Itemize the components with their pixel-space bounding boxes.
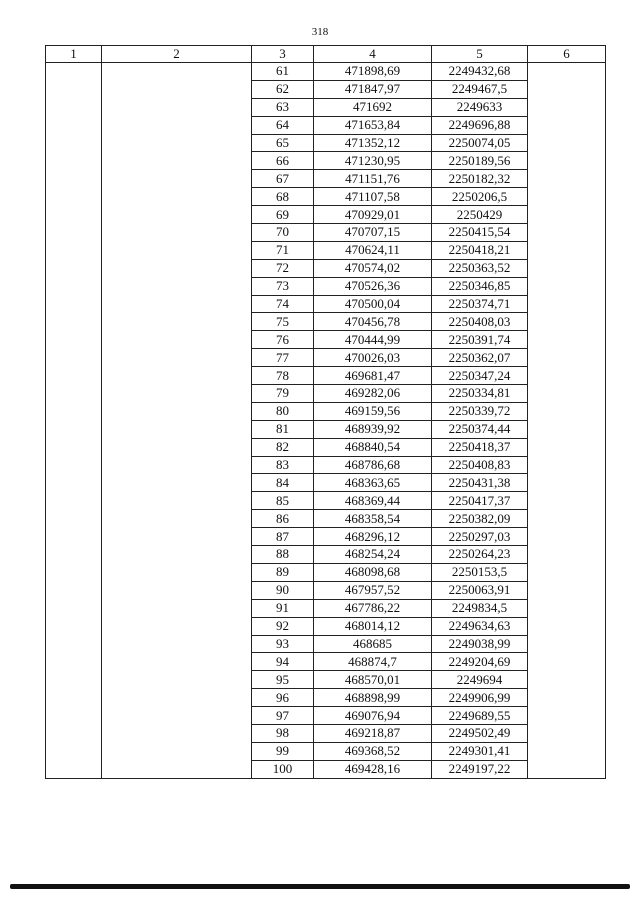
table-row (46, 742, 606, 760)
x-coordinate-cell: 468254,24 (314, 546, 432, 564)
empty-cell (528, 563, 606, 581)
x-coordinate-cell: 469368,52 (314, 742, 432, 760)
empty-cell (528, 742, 606, 760)
empty-cell (528, 492, 606, 510)
y-coordinate-cell: 2250153,5 (432, 563, 528, 581)
y-coordinate-cell: 2249432,68 (432, 63, 528, 81)
table-row (46, 385, 606, 403)
table-row (46, 349, 606, 367)
empty-cell (102, 188, 252, 206)
empty-cell (528, 188, 606, 206)
empty-cell (46, 724, 102, 742)
x-coordinate-cell: 468874,7 (314, 653, 432, 671)
y-coordinate-cell: 2250347,24 (432, 367, 528, 385)
y-coordinate-cell: 2250206,5 (432, 188, 528, 206)
point-number-cell: 96 (252, 689, 314, 707)
table-row (46, 80, 606, 98)
y-coordinate-cell: 2250182,32 (432, 170, 528, 188)
point-number-cell: 77 (252, 349, 314, 367)
table-row (46, 635, 606, 653)
y-coordinate-cell: 2249696,88 (432, 116, 528, 134)
empty-cell (46, 528, 102, 546)
x-coordinate-cell: 471230,95 (314, 152, 432, 170)
y-coordinate-cell: 2250408,83 (432, 456, 528, 474)
empty-cell (102, 152, 252, 170)
x-coordinate-cell: 468939,92 (314, 420, 432, 438)
empty-cell (46, 385, 102, 403)
x-coordinate-cell: 471692 (314, 98, 432, 116)
table-row (46, 724, 606, 742)
point-number-cell: 71 (252, 241, 314, 259)
empty-cell (102, 510, 252, 528)
empty-cell (528, 760, 606, 778)
x-coordinate-cell: 470026,03 (314, 349, 432, 367)
x-coordinate-cell: 470707,15 (314, 224, 432, 242)
point-number-cell: 97 (252, 707, 314, 725)
point-number-cell: 87 (252, 528, 314, 546)
empty-cell (46, 510, 102, 528)
table-row (46, 474, 606, 492)
header-cell: 4 (314, 46, 432, 63)
empty-cell (528, 689, 606, 707)
point-number-cell: 80 (252, 402, 314, 420)
empty-cell (528, 671, 606, 689)
point-number-cell: 79 (252, 385, 314, 403)
empty-cell (102, 742, 252, 760)
empty-cell (102, 402, 252, 420)
y-coordinate-cell: 2249038,99 (432, 635, 528, 653)
empty-cell (46, 277, 102, 295)
y-coordinate-cell: 2250339,72 (432, 402, 528, 420)
empty-cell (46, 331, 102, 349)
table-row (46, 689, 606, 707)
empty-cell (46, 617, 102, 635)
empty-cell (528, 420, 606, 438)
header-cell: 1 (46, 46, 102, 63)
header-cell: 3 (252, 46, 314, 63)
x-coordinate-cell: 470526,36 (314, 277, 432, 295)
point-number-cell: 89 (252, 563, 314, 581)
empty-cell (102, 259, 252, 277)
x-coordinate-cell: 471898,69 (314, 63, 432, 81)
empty-cell (528, 581, 606, 599)
y-coordinate-cell: 2250431,38 (432, 474, 528, 492)
table-row (46, 206, 606, 224)
empty-cell (102, 528, 252, 546)
empty-cell (46, 420, 102, 438)
point-number-cell: 92 (252, 617, 314, 635)
y-coordinate-cell: 2250415,54 (432, 224, 528, 242)
y-coordinate-cell: 2249301,41 (432, 742, 528, 760)
point-number-cell: 81 (252, 420, 314, 438)
y-coordinate-cell: 2250374,71 (432, 295, 528, 313)
empty-cell (102, 653, 252, 671)
empty-cell (528, 599, 606, 617)
x-coordinate-cell: 469681,47 (314, 367, 432, 385)
y-coordinate-cell: 2250264,23 (432, 546, 528, 564)
empty-cell (528, 224, 606, 242)
page-number: 318 (311, 26, 329, 38)
table-row (46, 760, 606, 778)
point-number-cell: 68 (252, 188, 314, 206)
empty-cell (102, 635, 252, 653)
empty-cell (102, 420, 252, 438)
x-coordinate-cell: 469428,16 (314, 760, 432, 778)
y-coordinate-cell: 2250074,05 (432, 134, 528, 152)
empty-cell (102, 80, 252, 98)
x-coordinate-cell: 471352,12 (314, 134, 432, 152)
point-number-cell: 88 (252, 546, 314, 564)
empty-cell (46, 671, 102, 689)
empty-cell (102, 367, 252, 385)
empty-cell (102, 438, 252, 456)
empty-cell (102, 563, 252, 581)
x-coordinate-cell: 468786,68 (314, 456, 432, 474)
x-coordinate-cell: 468358,54 (314, 510, 432, 528)
point-number-cell: 73 (252, 277, 314, 295)
empty-cell (46, 707, 102, 725)
table-row (46, 402, 606, 420)
x-coordinate-cell: 469076,94 (314, 707, 432, 725)
empty-cell (528, 385, 606, 403)
empty-cell (46, 313, 102, 331)
empty-cell (102, 98, 252, 116)
y-coordinate-cell: 2249634,63 (432, 617, 528, 635)
empty-cell (46, 134, 102, 152)
y-coordinate-cell: 2249694 (432, 671, 528, 689)
table-row (46, 295, 606, 313)
y-coordinate-cell: 2250382,09 (432, 510, 528, 528)
empty-cell (102, 599, 252, 617)
empty-cell (46, 474, 102, 492)
header-cell: 2 (102, 46, 252, 63)
table-row (46, 438, 606, 456)
empty-cell (46, 349, 102, 367)
empty-cell (528, 277, 606, 295)
point-number-cell: 62 (252, 80, 314, 98)
x-coordinate-cell: 471653,84 (314, 116, 432, 134)
point-number-cell: 64 (252, 116, 314, 134)
table-row (46, 617, 606, 635)
empty-cell (102, 724, 252, 742)
x-coordinate-cell: 469282,06 (314, 385, 432, 403)
x-coordinate-cell: 467957,52 (314, 581, 432, 599)
empty-cell (46, 367, 102, 385)
header-cell: 5 (432, 46, 528, 63)
point-number-cell: 84 (252, 474, 314, 492)
empty-cell (528, 206, 606, 224)
empty-cell (102, 206, 252, 224)
empty-cell (102, 671, 252, 689)
empty-cell (528, 331, 606, 349)
point-number-cell: 75 (252, 313, 314, 331)
header-cell: 6 (528, 46, 606, 63)
y-coordinate-cell: 2250374,44 (432, 420, 528, 438)
table-row (46, 224, 606, 242)
x-coordinate-cell: 468685 (314, 635, 432, 653)
empty-cell (102, 581, 252, 599)
table-row (46, 241, 606, 259)
empty-cell (102, 492, 252, 510)
point-number-cell: 76 (252, 331, 314, 349)
point-number-cell: 78 (252, 367, 314, 385)
point-number-cell: 85 (252, 492, 314, 510)
point-number-cell: 72 (252, 259, 314, 277)
x-coordinate-cell: 469218,87 (314, 724, 432, 742)
empty-cell (102, 277, 252, 295)
table-row (46, 134, 606, 152)
x-coordinate-cell: 468570,01 (314, 671, 432, 689)
y-coordinate-cell: 2250417,37 (432, 492, 528, 510)
point-number-cell: 70 (252, 224, 314, 242)
y-coordinate-cell: 2250346,85 (432, 277, 528, 295)
bottom-rule (10, 884, 630, 889)
empty-cell (528, 653, 606, 671)
point-number-cell: 67 (252, 170, 314, 188)
empty-cell (46, 689, 102, 707)
empty-cell (46, 188, 102, 206)
y-coordinate-cell: 2250362,07 (432, 349, 528, 367)
table-row (46, 707, 606, 725)
table-row (46, 170, 606, 188)
empty-cell (46, 63, 102, 81)
empty-cell (528, 456, 606, 474)
x-coordinate-cell: 470929,01 (314, 206, 432, 224)
empty-cell (528, 707, 606, 725)
point-number-cell: 82 (252, 438, 314, 456)
point-number-cell: 95 (252, 671, 314, 689)
empty-cell (46, 599, 102, 617)
empty-cell (46, 456, 102, 474)
point-number-cell: 86 (252, 510, 314, 528)
empty-cell (528, 116, 606, 134)
x-coordinate-cell: 468898,99 (314, 689, 432, 707)
x-coordinate-cell: 468296,12 (314, 528, 432, 546)
empty-cell (46, 170, 102, 188)
table-row (46, 581, 606, 599)
coordinates-table (45, 45, 606, 779)
empty-cell (46, 98, 102, 116)
table-row (46, 331, 606, 349)
x-coordinate-cell: 471107,58 (314, 188, 432, 206)
header-row (46, 46, 606, 63)
y-coordinate-cell: 2250429 (432, 206, 528, 224)
x-coordinate-cell: 470456,78 (314, 313, 432, 331)
empty-cell (528, 402, 606, 420)
y-coordinate-cell: 2250189,56 (432, 152, 528, 170)
table-row (46, 671, 606, 689)
x-coordinate-cell: 470574,02 (314, 259, 432, 277)
empty-cell (46, 581, 102, 599)
x-coordinate-cell: 468369,44 (314, 492, 432, 510)
point-number-cell: 93 (252, 635, 314, 653)
empty-cell (528, 617, 606, 635)
empty-cell (46, 402, 102, 420)
empty-cell (102, 689, 252, 707)
empty-cell (46, 80, 102, 98)
table-row (46, 510, 606, 528)
empty-cell (46, 760, 102, 778)
empty-cell (102, 331, 252, 349)
y-coordinate-cell: 2249204,69 (432, 653, 528, 671)
empty-cell (528, 63, 606, 81)
point-number-cell: 99 (252, 742, 314, 760)
point-number-cell: 100 (252, 760, 314, 778)
empty-cell (102, 313, 252, 331)
table-row (46, 63, 606, 81)
empty-cell (528, 528, 606, 546)
point-number-cell: 65 (252, 134, 314, 152)
table-row (46, 456, 606, 474)
empty-cell (528, 80, 606, 98)
table-row (46, 563, 606, 581)
empty-cell (528, 635, 606, 653)
empty-cell (528, 546, 606, 564)
empty-cell (102, 63, 252, 81)
table-row (46, 546, 606, 564)
empty-cell (102, 349, 252, 367)
table-row (46, 653, 606, 671)
empty-cell (46, 635, 102, 653)
empty-cell (46, 438, 102, 456)
empty-cell (46, 653, 102, 671)
empty-cell (528, 295, 606, 313)
point-number-cell: 98 (252, 724, 314, 742)
empty-cell (528, 241, 606, 259)
empty-cell (46, 152, 102, 170)
table-body (46, 63, 606, 779)
empty-cell (528, 510, 606, 528)
empty-cell (46, 563, 102, 581)
y-coordinate-cell: 2249689,55 (432, 707, 528, 725)
empty-cell (528, 313, 606, 331)
empty-cell (46, 206, 102, 224)
x-coordinate-cell: 469159,56 (314, 402, 432, 420)
empty-cell (102, 707, 252, 725)
y-coordinate-cell: 2249467,5 (432, 80, 528, 98)
empty-cell (102, 617, 252, 635)
table-row (46, 116, 606, 134)
empty-cell (46, 224, 102, 242)
x-coordinate-cell: 467786,22 (314, 599, 432, 617)
empty-cell (102, 241, 252, 259)
empty-cell (528, 259, 606, 277)
point-number-cell: 90 (252, 581, 314, 599)
point-number-cell: 61 (252, 63, 314, 81)
empty-cell (46, 259, 102, 277)
x-coordinate-cell: 471151,76 (314, 170, 432, 188)
empty-cell (102, 295, 252, 313)
x-coordinate-cell: 470500,04 (314, 295, 432, 313)
empty-cell (46, 295, 102, 313)
empty-cell (528, 134, 606, 152)
empty-cell (102, 224, 252, 242)
y-coordinate-cell: 2250297,03 (432, 528, 528, 546)
y-coordinate-cell: 2250418,21 (432, 241, 528, 259)
empty-cell (528, 170, 606, 188)
empty-cell (102, 456, 252, 474)
empty-cell (102, 760, 252, 778)
point-number-cell: 94 (252, 653, 314, 671)
empty-cell (528, 98, 606, 116)
point-number-cell: 63 (252, 98, 314, 116)
table-row (46, 152, 606, 170)
y-coordinate-cell: 2249834,5 (432, 599, 528, 617)
table-row (46, 528, 606, 546)
y-coordinate-cell: 2249633 (432, 98, 528, 116)
x-coordinate-cell: 468363,65 (314, 474, 432, 492)
y-coordinate-cell: 2250391,74 (432, 331, 528, 349)
point-number-cell: 91 (252, 599, 314, 617)
table-row (46, 492, 606, 510)
empty-cell (102, 134, 252, 152)
empty-cell (46, 546, 102, 564)
point-number-cell: 74 (252, 295, 314, 313)
x-coordinate-cell: 468840,54 (314, 438, 432, 456)
x-coordinate-cell: 471847,97 (314, 80, 432, 98)
table-row (46, 277, 606, 295)
table-row (46, 188, 606, 206)
table-row (46, 599, 606, 617)
x-coordinate-cell: 468014,12 (314, 617, 432, 635)
empty-cell (102, 474, 252, 492)
table-row (46, 367, 606, 385)
table-row (46, 420, 606, 438)
x-coordinate-cell: 470624,11 (314, 241, 432, 259)
point-number-cell: 69 (252, 206, 314, 224)
table-row (46, 259, 606, 277)
y-coordinate-cell: 2250334,81 (432, 385, 528, 403)
x-coordinate-cell: 470444,99 (314, 331, 432, 349)
empty-cell (102, 116, 252, 134)
empty-cell (46, 492, 102, 510)
empty-cell (528, 349, 606, 367)
empty-cell (528, 474, 606, 492)
empty-cell (528, 438, 606, 456)
table-row (46, 98, 606, 116)
table-row (46, 313, 606, 331)
y-coordinate-cell: 2249502,49 (432, 724, 528, 742)
y-coordinate-cell: 2250408,03 (432, 313, 528, 331)
y-coordinate-cell: 2250418,37 (432, 438, 528, 456)
empty-cell (528, 724, 606, 742)
y-coordinate-cell: 2250063,91 (432, 581, 528, 599)
point-number-cell: 83 (252, 456, 314, 474)
empty-cell (528, 367, 606, 385)
empty-cell (102, 170, 252, 188)
point-number-cell: 66 (252, 152, 314, 170)
x-coordinate-cell: 468098,68 (314, 563, 432, 581)
empty-cell (528, 152, 606, 170)
y-coordinate-cell: 2249906,99 (432, 689, 528, 707)
empty-cell (46, 241, 102, 259)
y-coordinate-cell: 2250363,52 (432, 259, 528, 277)
empty-cell (46, 742, 102, 760)
empty-cell (102, 385, 252, 403)
empty-cell (46, 116, 102, 134)
empty-cell (102, 546, 252, 564)
y-coordinate-cell: 2249197,22 (432, 760, 528, 778)
